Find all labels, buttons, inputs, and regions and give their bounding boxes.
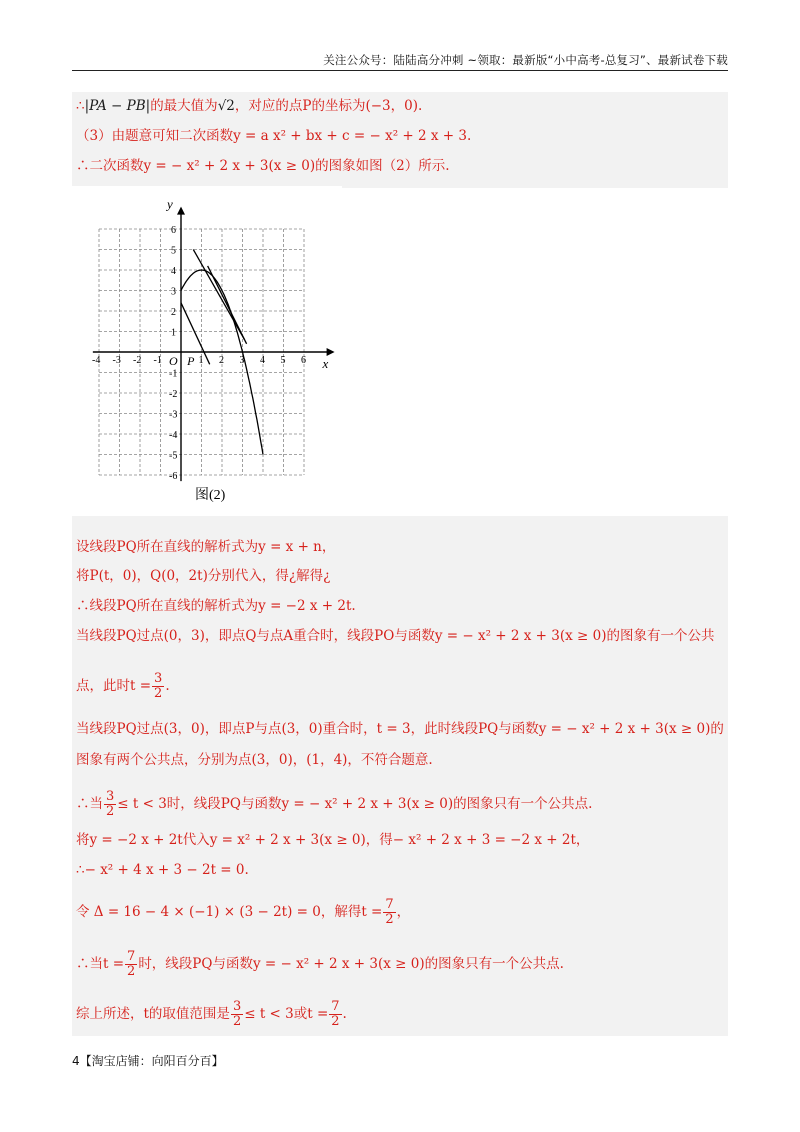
y-tick-label: -6: [169, 471, 178, 482]
line-conclusion: 综上所述，t的取值范围是 $\frac{3}{2}$ ≤ t < 3或t = $\frac{7}{2}$ .: [76, 999, 347, 1029]
coordinate-graph: [72, 186, 342, 516]
y-tick-label: 2: [171, 307, 176, 318]
line-case-q-a: 当线段PQ过点(0，3)，即点Q与点A重合时，线段PO与函数y = − x² + 2 x + 3(x ≥ 0)的图象有一个公共: [76, 628, 715, 644]
graph-figure: [72, 186, 342, 516]
line-tangent-case: ∴当t = $\frac{7}{2}$ 时，线段PQ与函数y = − x² + 2 x + 3(x ≥ 0)的图象只有一个公共点.: [76, 949, 564, 979]
x-tick-label: 3: [239, 355, 245, 366]
fraction-3-2: $\frac{3}{2}$: [106, 789, 115, 819]
fraction-7-2: $\frac{7}{2}$: [331, 999, 340, 1029]
y-tick-label: 3: [171, 286, 176, 298]
y-axis-label: y: [167, 196, 173, 212]
x-tick-label: 1: [198, 355, 204, 366]
segment-line-1: [181, 303, 210, 365]
line-substitute-quadratic: 将y = −2 x + 2t代入y = x² + 2 x + 3(x ≥ 0)，得− x² + 2 x + 3 = −2 x + 2t，: [76, 832, 590, 848]
y-tick-label: 1: [171, 327, 176, 339]
x-axis-arrow: [327, 348, 335, 356]
page-header: 关注公众号：陆陆高分冲刺 ~领取：最新版“小中高考-总复习”、最新试卷下载: [72, 52, 728, 71]
line-range-one: ∴当 $\frac{3}{2}$ ≤ t < 3时，线段PQ与函数y = − x² + 2 x + 3(x ≥ 0)的图象只有一个公共点.: [76, 789, 593, 819]
line-substitute: 将P(t，0)，Q(0，2t)分别代入，得¿解得¿: [76, 568, 331, 584]
y-tick-label: 6: [171, 225, 176, 236]
page-footer: 4【淘宝店铺：向阳百分百】: [72, 1054, 224, 1068]
line-t-three-halves: 点，此时t = $\frac{3}{2}$ .: [76, 671, 170, 701]
line-two-points: 图象有两个公共点，分别为点(3，0)，(1，4)，不符合题意.: [76, 752, 433, 768]
line-case-p-3: 当线段PQ过点(3，0)，即点P与点(3，0)重合时，t = 3，此时线段PQ与函数y = − x² + 2 x + 3(x ≥ 0)的: [76, 721, 724, 737]
y-tick-label: -4: [169, 430, 178, 441]
y-tick-label: -2: [169, 389, 178, 400]
line-graph-intro: ∴二次函数y = − x² + 2 x + 3(x ≥ 0)的图象如图（2）所示.: [76, 158, 450, 174]
x-tick-label: 5: [280, 355, 286, 366]
fraction-3-2: $\frac{3}{2}$: [232, 999, 242, 1029]
fraction-7-2: $\frac{7}{2}$: [385, 897, 394, 927]
x-tick-label: -3: [112, 355, 121, 366]
y-tick-label: 5: [171, 245, 176, 257]
y-tick-label: -5: [169, 450, 178, 462]
y-tick-label: 4: [171, 266, 176, 277]
fraction-7-2: $\frac{7}{2}$: [127, 949, 136, 979]
x-tick-label: 6: [301, 355, 306, 366]
line-quadratic-eq: ∴− x² + 4 x + 3 − 2t = 0.: [76, 862, 249, 878]
line-discriminant: 令 Δ = 16 − 4 × (−1) × (3 − 2t) = 0，解得t = $\frac{7}{2}$ ，: [76, 897, 411, 927]
x-tick-label: -2: [133, 355, 142, 366]
y-tick-label: -1: [169, 368, 178, 380]
fraction-3-2: $\frac{3}{2}$: [154, 671, 163, 701]
figure-caption: 图(2): [195, 488, 226, 503]
segment-line-2: [193, 250, 244, 340]
line-set-pq: 设线段PQ所在直线的解析式为y = x + n，: [76, 539, 336, 555]
origin-label: O: [169, 354, 178, 368]
point-p-label: P: [187, 354, 195, 368]
y-axis-arrow: [177, 207, 185, 215]
x-tick-label: 4: [260, 355, 265, 366]
segment-line-3: [208, 266, 247, 344]
y-tick-label: -3: [169, 409, 178, 421]
x-axis-label: x: [322, 356, 329, 371]
line-pq-expression: ∴线段PQ所在直线的解析式为y = −2 x + 2t.: [76, 598, 356, 614]
x-tick-label: -4: [92, 355, 101, 366]
x-tick-label: -1: [153, 355, 162, 366]
line-max-value: ∴|PA − PB|的最大值为√2，对应的点P的坐标为(−3，0).: [76, 98, 423, 114]
line-part3-intro: （3）由题意可知二次函数y = a x² + bx + c = − x² + 2 x + 3.: [76, 128, 472, 144]
x-tick-label: 2: [219, 355, 224, 366]
